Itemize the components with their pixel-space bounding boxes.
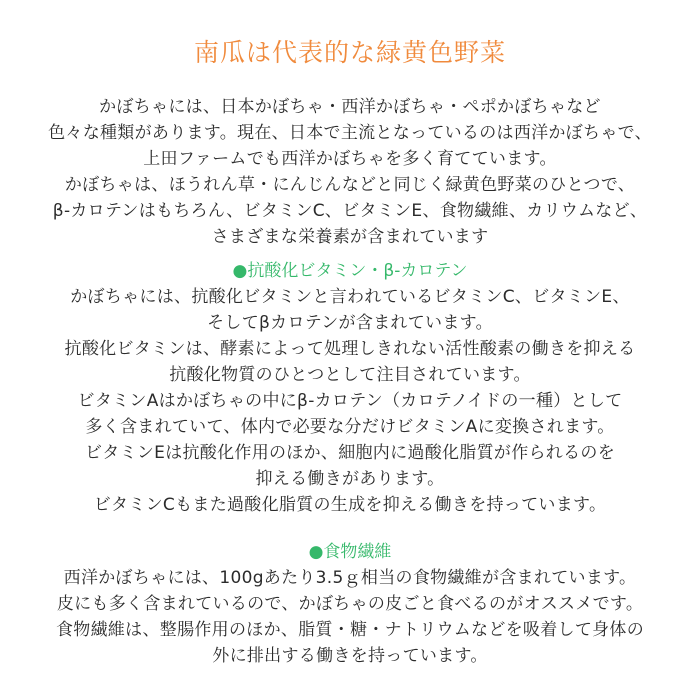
fiber-paragraph	[0, 565, 700, 669]
intro-line: かぼちゃは、ほうれん草・にんじんなどと同じく緑黄色野菜のひとつで、	[64, 175, 636, 195]
antioxidant-paragraph	[0, 284, 700, 518]
body-line: 抗酸化物質のひとつとして注目されています。	[169, 365, 531, 385]
section-heading-antioxidant	[0, 258, 700, 284]
bullet-icon: ●	[308, 542, 324, 562]
intro-line: さまざまな栄養素が含まれています	[211, 227, 489, 247]
body-line: 外に排出する働きを持っています。	[212, 646, 488, 666]
body-line: 抑える働きがあります。	[255, 469, 445, 489]
intro-paragraph	[0, 94, 700, 250]
section-heading-text: 抗酸化ビタミン・β-カロテン	[247, 261, 468, 281]
body-line: 多く含まれていて、体内で必要な分だけビタミンAに変換されます。	[85, 417, 615, 437]
body-line: 食物繊維は、整腸作用のほか、脂質・糖・ナトリウムなどを吸着して身体の	[55, 620, 645, 640]
intro-line: β-カロテンはもちろん、ビタミンC、ビタミンE、食物繊維、カリウムなど、	[52, 201, 648, 221]
body-line: ビタミンAはかぼちゃの中にβ-カロテン（カロテノイドの一種）として	[77, 391, 623, 411]
section-heading-fiber	[0, 539, 700, 565]
intro-line: 上田ファームでも西洋かぼちゃを多く育てています。	[143, 149, 557, 169]
body-line: 抗酸化ビタミンは、酵素によって処理しきれない活性酸素の働きを抑える	[64, 339, 636, 359]
body-line: ビタミンEは抗酸化作用のほか、細胞内に過酸化脂質が作られるのを	[84, 443, 616, 463]
bullet-icon: ●	[232, 261, 248, 281]
body-line: 皮にも多く含まれているので、かぼちゃの皮ごと食べるのがオススメです。	[56, 594, 644, 614]
section-heading-text: 食物繊維	[323, 542, 392, 562]
body-line: ビタミンCもまた過酸化脂質の生成を抑える働きを持っています。	[93, 495, 607, 515]
page-title: 南瓜は代表的な緑黄色野菜	[193, 38, 506, 67]
body-line: かぼちゃには、抗酸化ビタミンと言われているビタミンC、ビタミンE、	[70, 287, 630, 307]
body-line: そしてβカロテンが含まれています。	[207, 313, 493, 333]
body-line: 西洋かぼちゃには、100gあたり3.5ｇ相当の食物繊維が含まれています。	[63, 568, 637, 588]
intro-line: かぼちゃには、日本かぼちゃ・西洋かぼちゃ・ペポかぼちゃなど	[99, 97, 601, 117]
intro-line: 色々な種類があります。現在、日本で主流となっているのは西洋かぼちゃで、	[48, 123, 652, 143]
